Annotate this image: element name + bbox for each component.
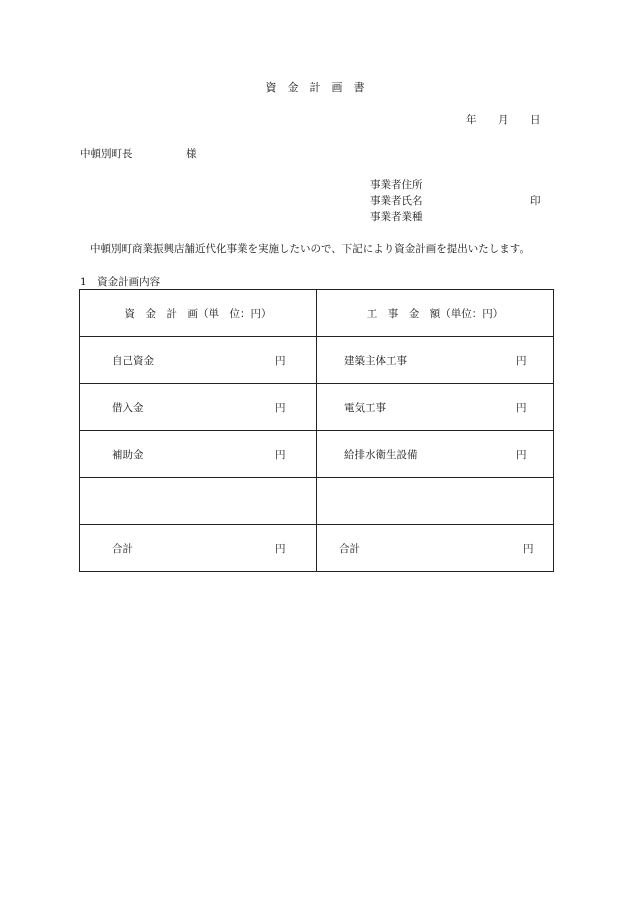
body-text: 中頓別町商業振興店舗近代化事業を実施したいので、下記により資金計画を提出いたします。 [90, 243, 530, 255]
funding-label: 自己資金 [112, 355, 154, 367]
cost-cell [317, 431, 554, 478]
table-row [80, 337, 554, 384]
funding-label: 借入金 [112, 402, 144, 414]
date-year: 年 [466, 114, 477, 126]
cost-label: 建築主体工事 [344, 355, 407, 367]
funding-label: 補助金 [112, 449, 144, 461]
funding-cell [80, 431, 317, 478]
header-funding-plan: 資 金 計 画（単 位：円） [80, 290, 317, 337]
date-month: 月 [498, 114, 509, 126]
funding-unit: 円 [275, 355, 286, 367]
applicant-business-type-label: 事業者業種 [370, 211, 423, 223]
addressee-honorific: 様 [186, 148, 197, 160]
cost-label: 給排水衛生設備 [344, 449, 418, 461]
table-header-row [80, 290, 554, 337]
cost-total-cell [317, 525, 554, 572]
section-title: 1 資金計画内容 [80, 276, 161, 288]
applicant-name-label: 事業者氏名 [370, 195, 423, 207]
cost-unit: 円 [516, 402, 527, 414]
funding-total-cell [80, 525, 317, 572]
funding-total-label: 合計 [112, 543, 133, 555]
cost-cell [317, 384, 554, 431]
table-total-row [80, 525, 554, 572]
funding-total-unit: 円 [275, 543, 286, 555]
document-title: 資 金 計 画 書 [265, 81, 365, 94]
applicant-address-label: 事業者住所 [370, 179, 423, 191]
funding-unit: 円 [275, 402, 286, 414]
funding-unit: 円 [275, 449, 286, 461]
cost-total-unit: 円 [523, 543, 534, 555]
table-row [80, 431, 554, 478]
addressee-name: 中頓別町長 [80, 148, 133, 160]
cost-cell [317, 478, 554, 525]
cost-label: 電気工事 [344, 402, 386, 414]
seal-mark: 印 [530, 195, 541, 207]
cost-unit: 円 [516, 449, 527, 461]
cost-total-label: 合計 [339, 543, 360, 555]
funding-cell [80, 478, 317, 525]
funding-cell [80, 337, 317, 384]
table-row [80, 384, 554, 431]
cost-cell [317, 337, 554, 384]
header-construction-cost: 工 事 金 額（単位：円） [317, 290, 554, 337]
table-row [80, 478, 554, 525]
cost-unit: 円 [516, 355, 527, 367]
funding-cell [80, 384, 317, 431]
date-day: 日 [530, 114, 541, 126]
funding-plan-table [79, 289, 554, 572]
